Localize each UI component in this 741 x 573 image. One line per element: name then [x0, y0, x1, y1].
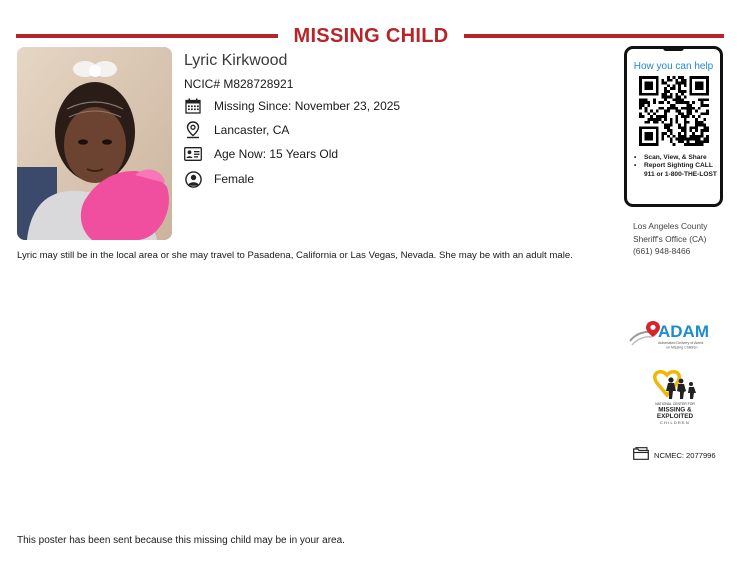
case-number [633, 447, 716, 465]
child-info [184, 50, 604, 186]
help-list [634, 154, 722, 179]
last-seen-location: Lancaster, CA [214, 123, 290, 137]
child-photo [17, 47, 172, 240]
person-icon [184, 170, 202, 188]
agency-name-line1: Los Angeles County [633, 221, 708, 231]
missing-since-row [184, 97, 401, 115]
sex-row [184, 170, 255, 188]
adam-wordmark: ADAM [658, 322, 709, 341]
header-rule-right [464, 34, 724, 38]
adam-tagline-2: on Missing Children [666, 345, 698, 350]
location-row [184, 121, 290, 139]
ncmec-line1: NATIONAL CENTER FOR [655, 402, 695, 406]
missing-since: Missing Since: November 23, 2025 [214, 99, 401, 113]
how-to-help-card [624, 46, 723, 207]
agency-phone: (661) 948-8466 [633, 246, 691, 256]
calendar-icon [184, 97, 202, 115]
ncmec-case-number: NCMEC: 2077996 [654, 451, 716, 460]
age-row [184, 145, 339, 163]
id-card-icon [184, 145, 202, 163]
ncmec-line2: MISSING & [658, 406, 692, 414]
location-pin-icon [184, 121, 202, 139]
header-rule-left [16, 34, 278, 38]
adam-logo [628, 319, 720, 353]
ncmec-line3: EXPLOITED [656, 413, 694, 420]
child-name: Lyric Kirkwood [184, 52, 288, 69]
ncic-number: NCIC# M828728921 [184, 77, 294, 91]
adam-tagline-1: Automated Delivery of Alerts [658, 341, 704, 345]
poster-title: MISSING CHILD [293, 25, 449, 47]
agency-name-line2: Sheriff's Office (CA) [633, 233, 707, 244]
help-item-report: • Report Sighting CALL 911 or 1-800-THE-LOST [634, 162, 722, 179]
case-description: Lyric may still be in the local area or she may travel to Pasadena, California or Las Vegas, Nevada. She may be with an adult male. [17, 250, 573, 261]
agency-contact [633, 220, 708, 258]
phone-notch [663, 47, 684, 51]
how-to-help-title: How you can help [633, 61, 714, 72]
ncmec-logo [647, 369, 703, 427]
poster-footer: This poster has been sent because this missing child may be in your area. [17, 535, 345, 546]
ncmec-line4: CHILDREN [660, 421, 690, 425]
help-item-scan: • Scan, View, & Share [634, 154, 722, 162]
poster-header [16, 24, 724, 48]
child-sex: Female [214, 172, 255, 186]
folder-icon [633, 447, 649, 465]
current-age: Age Now: 15 Years Old [214, 147, 339, 161]
qr-code-icon[interactable] [639, 76, 709, 146]
